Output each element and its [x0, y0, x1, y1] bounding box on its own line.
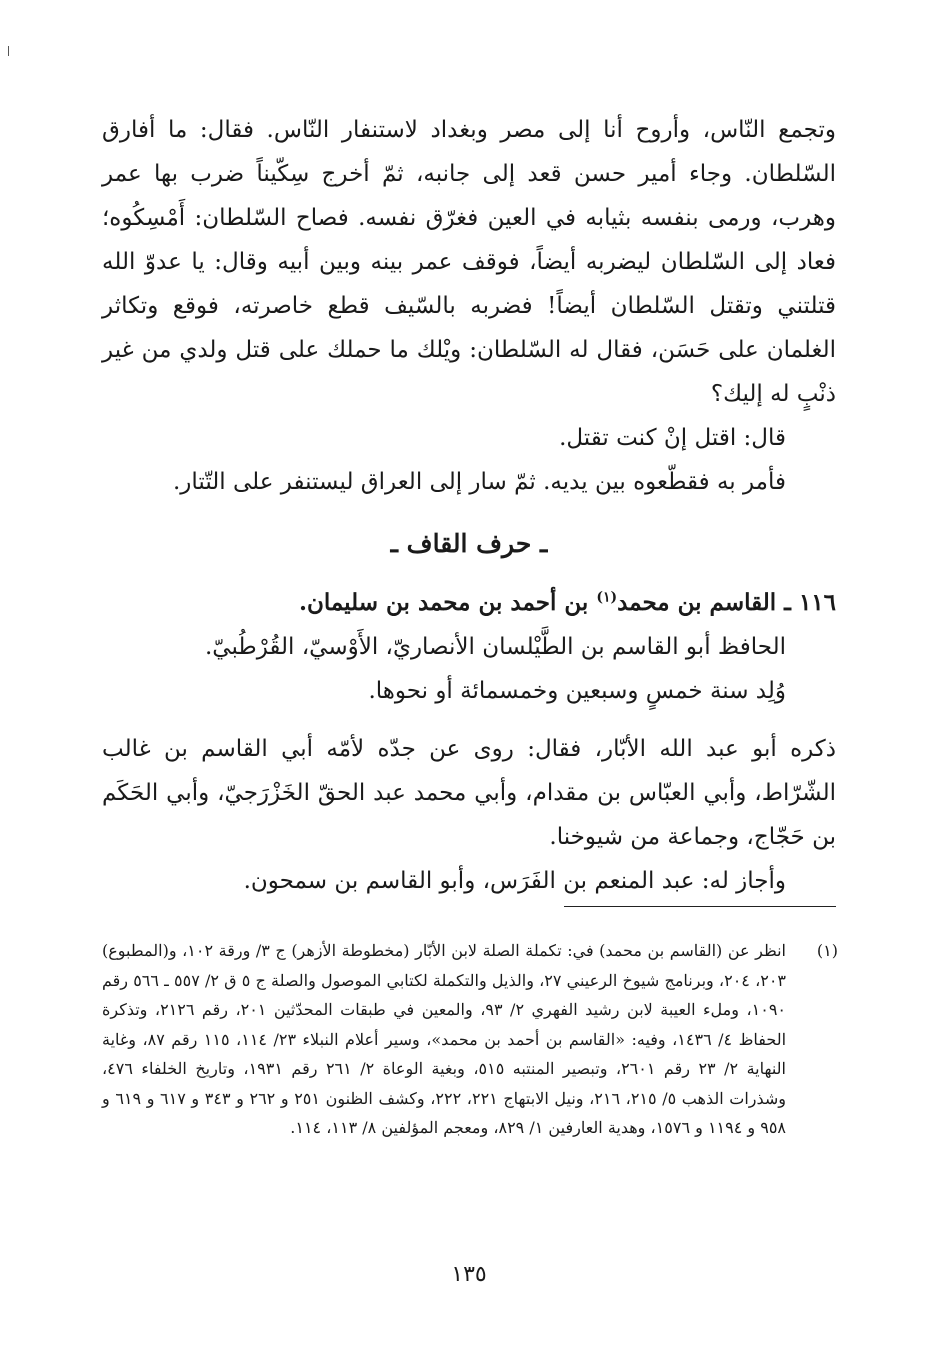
- entry-nisba-line: الحافظ أبو القاسم بن الطَّيْلسان الأنصاريّ، الأَوْسيّ، القُرْطُبيّ.: [204, 634, 786, 660]
- footnote: [102, 936, 838, 1143]
- paragraph-quote: قال: اقتل إنْ كنت تقتل.: [559, 425, 786, 451]
- entry-birth-line: وُلِد سنة خمسٍ وسبعين وخمسمائة أو نحوها.: [368, 678, 786, 704]
- page-number: ١٣٥: [451, 1262, 487, 1287]
- footnote-divider: [564, 906, 836, 907]
- entry-paragraph-teachers: ذكره أبو عبد الله الأبّار، فقال: روى عن جدّه لأمّه أبي القاسم بن غالب الشّرّاط، وأبي العبّاس بن مقدام، وأبي محمد عبد الحقّ الخَزْرَجيّ، وأبي الحَكَم بن حَجّاج، وجماعة من شيوخنا.: [102, 736, 836, 850]
- paragraph-conclusion: فأمر به فقطّعوه بين يديه. ثمّ سار إلى العراق ليستنفر على التّتار.: [172, 469, 786, 495]
- paragraph-gap: [102, 713, 836, 727]
- footnote-reference[interactable]: (١): [596, 589, 618, 606]
- paragraph-narrative: وتجمع النّاس، وأروح أنا إلى مصر وبغداد لاستنفار النّاس. فقال: ما أفارق السّلطان. وجاء أمير حسن قعد إلى جانبه، ثمّ أخرج سِكّيناً ضرب بها عمر وهرب، ورمى بنفسه بثيابه في العين فغرّق نفسه. فصاح السّلطان: أَمْسِكُوه؛ فعاد إلى السّلطان ليضربه أيضاً، فوقف عمر بينه وبين أبيه وقال: يا عدوّ الله قتلتني وتقتل السّلطان أيضاً! فضربه بالسّيف قطع خاصرته، فوقع وتكاثر الغلمان على حَسَن، فقال له السّلطان: ويْلك ما حملك على قتل ولدي من غير ذنْبٍ له إليك؟: [102, 117, 836, 407]
- entry-paragraph-ijaza: وأجاز له: عبد المنعم بن الفَرَس، وأبو القاسم بن سمحون.: [243, 868, 786, 894]
- entry-title-lineage: بن أحمد بن محمد بن سليمان.: [298, 589, 597, 616]
- footnote-marker: (١): [816, 941, 838, 960]
- entry-title-name: ١١٦ ـ القاسم بن محمد: [617, 589, 836, 616]
- entry-title: [102, 581, 836, 625]
- section-heading: ـ حرف القاف ـ: [390, 529, 548, 558]
- section-heading-wrap: [102, 522, 836, 567]
- footnote-text: انظر عن (القاسم بن محمد) في: تكملة الصلة لابن الأبّار (مخطوطة الأزهر) ج ٣/ ورقة ١٠٢، و(المطبوع) ٢٠٣، ٢٠٤، وبرنامج شيوخ الرعيني ٢٧، والذيل والتكملة لكتابي الموصول والصلة ج ٥ ق ٢/ ٥٥٧ ـ ٥٦٦ رقم ١٠٩٠، وملء العيبة لابن رشيد الفهري ٢/ ٩٣، والمعين في طبقات المحدّثين ٢٠١، رقم ٢١٢٦، وتذكرة الحفاظ ٤/ ١٤٣٦، وفيه: «القاسم بن أحمد بن محمد»، وسير أعلام النبلاء ٢٣/ ١١٤، ١١٥ رقم ٨٧، وغاية النهاية ٢/ ٢٣ رقم ٢٦٠١، وتبصير المنتبه ٥١٥، وبغية الوعاة ٢/ ٢٦١ رقم ١٩٣١، وتاريخ الخلفاء ٤٧٦، وشذرات الذهب ٥/ ٢١٥، ٢١٦، ونيل الابتهاج ٢٢١، ٢٢٢، وكشف الظنون ٢٥١ و ٢٦٢ و ٣٤٣ و ٦١٧ و ٦١٩ و ٩٥٨ و ١١٩٤ و ١٥٧٦، وهدية العارفين ١/ ٨٢٩، ومعجم المؤلفين ٨/ ١١٣، ١١٤.: [102, 941, 787, 1137]
- main-text: [102, 108, 836, 903]
- margin-mark: [8, 46, 9, 56]
